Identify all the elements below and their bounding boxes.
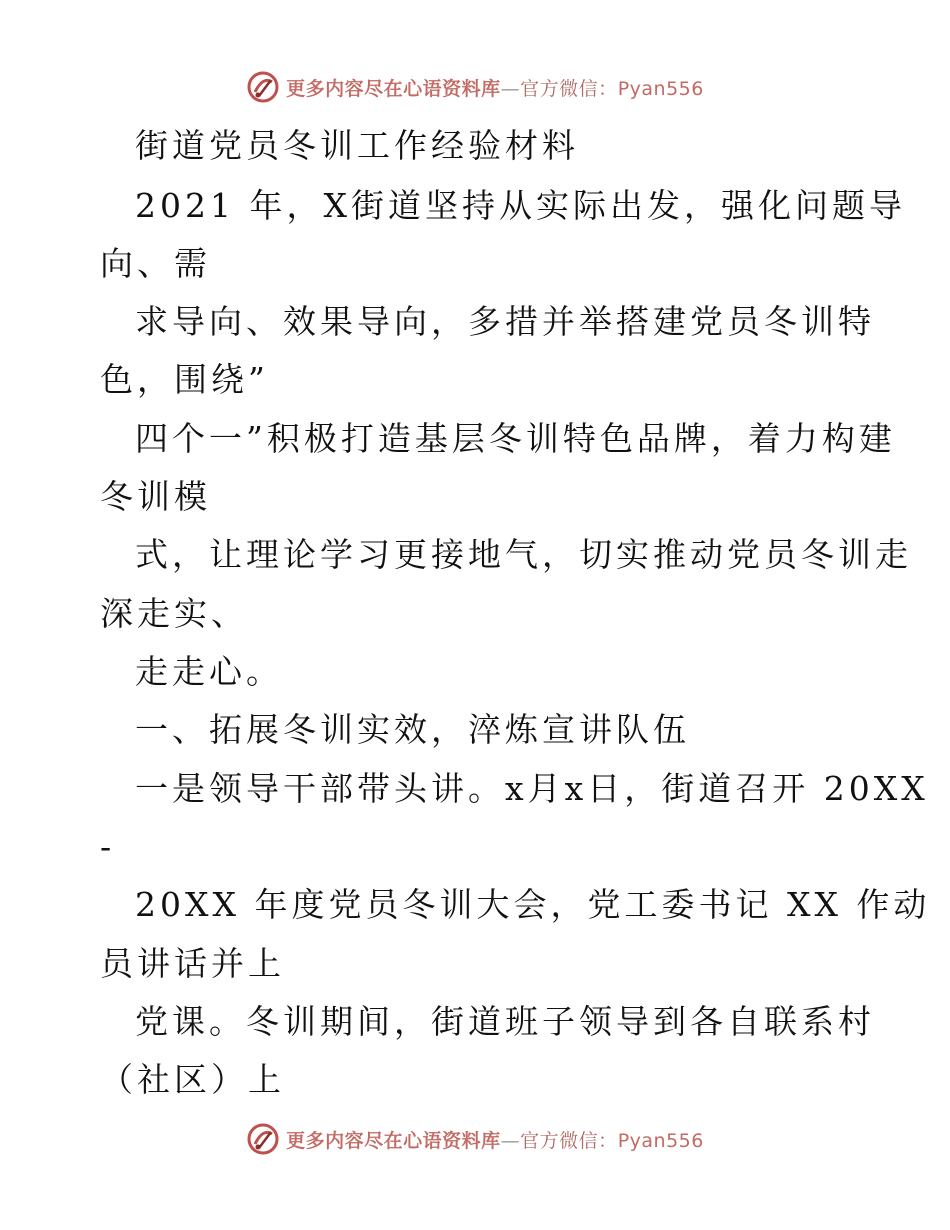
watermark-dash: — [500, 1129, 521, 1152]
document-title: 街道党员冬训工作经验材料 [135, 126, 579, 165]
brand-logo-icon [246, 70, 280, 104]
paragraph-line: 一是领导干部带头讲。x月x日，街道召开 20XX [135, 769, 929, 808]
watermark-footer [0, 1122, 950, 1156]
section-heading: 一、拓展冬训实效，淬炼宣讲队伍 [135, 710, 690, 749]
paragraph-line: 走走心。 [135, 652, 283, 691]
paragraph-line: - [100, 827, 116, 866]
watermark-site: 更多内容尽在心语资料库 [286, 77, 501, 100]
brand-logo-icon [246, 1122, 280, 1156]
paragraph-line: 党课。冬训期间，街道班子领导到各自联系村 [135, 1002, 875, 1041]
watermark-wechat-id: Pyan556 [617, 1129, 704, 1152]
paragraph-line: 四个一”积极打造基层冬训特色品牌，着力构建 [135, 419, 896, 458]
paragraph-line: 20XX 年度党员冬训大会，党工委书记 XX 作动 [135, 885, 931, 924]
paragraph-line: 求导向、效果导向，多措并举搭建党员冬训特 [135, 302, 875, 341]
watermark-contact-label: 官方微信： [520, 77, 618, 100]
paragraph-line: 2021 年，X街道坚持从实际出发，强化问题导 [135, 186, 906, 225]
watermark-wechat-id: Pyan556 [617, 77, 704, 100]
paragraph-line: 员讲话并上 [100, 944, 285, 983]
watermark-site: 更多内容尽在心语资料库 [286, 1129, 501, 1152]
paragraph-line: 向、需 [100, 244, 211, 283]
watermark-contact-label: 官方微信： [520, 1129, 618, 1152]
watermark-header [0, 70, 950, 104]
paragraph-line: 深走实、 [100, 594, 248, 633]
paragraph-line: 式，让理论学习更接地气，切实推动党员冬训走 [135, 535, 912, 574]
paragraph-line: （社区）上 [100, 1060, 285, 1099]
watermark-dash: — [500, 77, 521, 100]
paragraph-line: 冬训模 [100, 477, 211, 516]
paragraph-line: 色，围绕” [100, 360, 269, 399]
